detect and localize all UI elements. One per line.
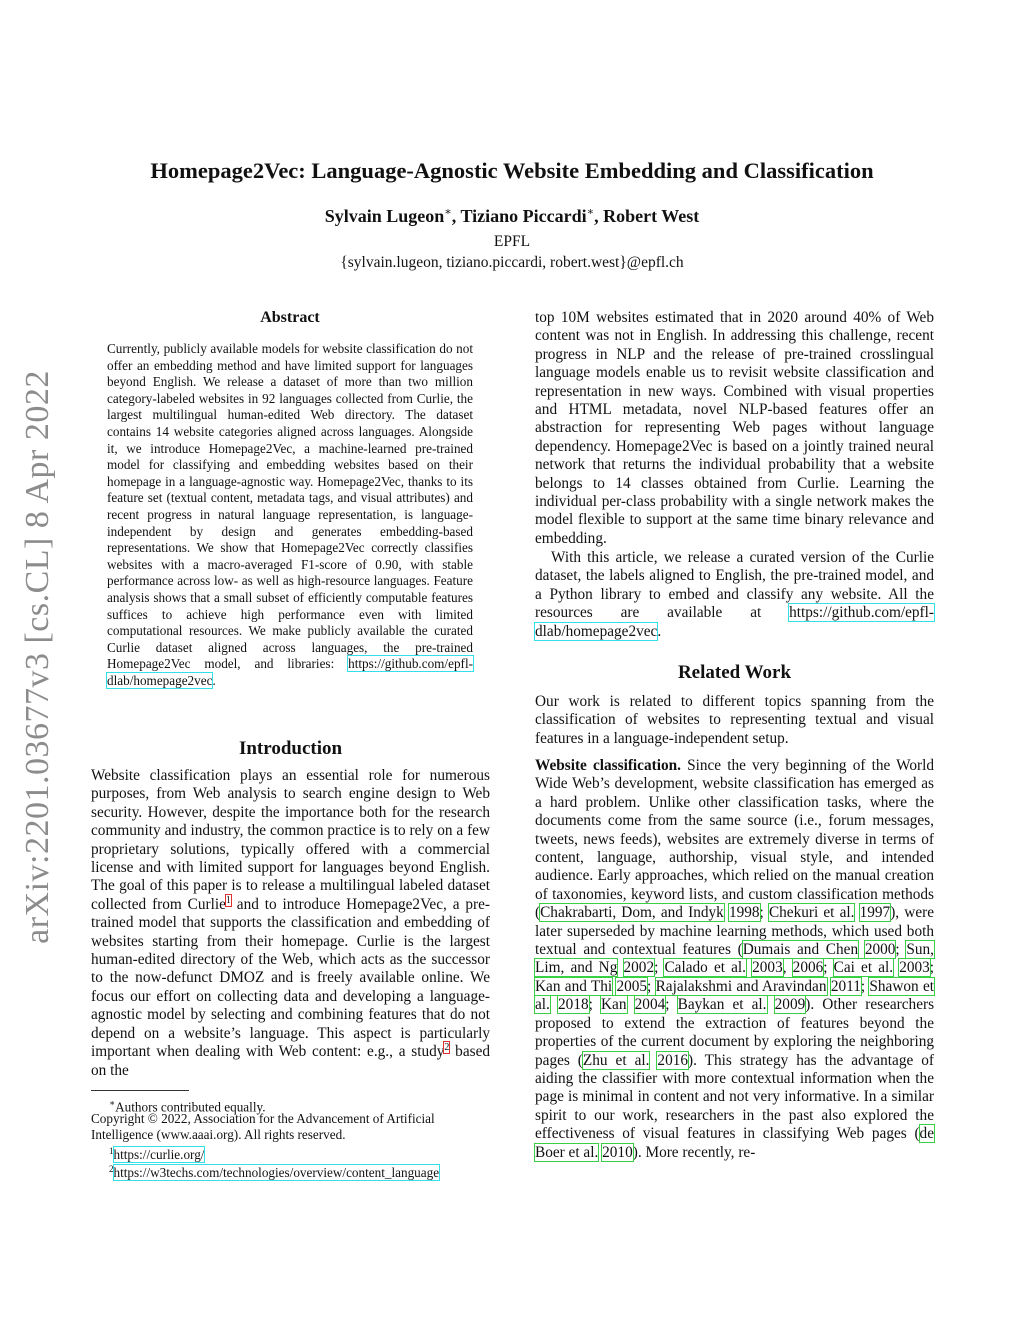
w3techs-link[interactable]: https://w3techs.com/technologies/overview/content_language — [113, 1165, 440, 1181]
citation-year[interactable]: 2018 — [558, 996, 589, 1014]
citation-name[interactable]: Sun, Lim, and Ng — [535, 941, 934, 977]
citation-name[interactable]: Cai et al. — [833, 959, 894, 977]
paragraph-text: ), were later superseded by machine learning methods, which used both textual and contextual features ( — [535, 904, 934, 959]
citation-name[interactable]: Rajalakshmi and Aravindan — [655, 977, 827, 995]
author-list: Sylvain Lugeon∗, Tiziano Piccardi∗, Robert West — [324, 206, 700, 226]
paper-title: Homepage2Vec: Language-Agnostic Website Embedding and Classification — [150, 158, 874, 183]
citation-year[interactable]: 2003 — [752, 959, 783, 977]
citation-year[interactable]: 2005 — [616, 977, 648, 995]
paragraph-text: ). Other researchers proposed to extend the extraction of features beyond the properties of the current document by exploring the neighboring pages ( — [535, 996, 935, 1069]
citation-year[interactable]: 2003 — [899, 959, 930, 977]
footnote-2 — [109, 1161, 489, 1182]
paragraph-text: ). More recently, re- — [632, 1143, 756, 1161]
citation-year[interactable]: 2009 — [774, 996, 806, 1014]
citation-name[interactable]: Chakrabarti, Dom, and Indyk — [540, 904, 724, 922]
release-github-link[interactable]: https://github.com/epfl-dlab/homepage2vec — [535, 604, 934, 640]
paragraph-text: Since the very beginning of the World Wide Web’s development, website classification has emerged as a hard problem. Unlike other classification tasks, where the documents come from the same source (i.e., forum messages, tweets, news feeds), websites are extremely diverse in terms of content, language, authorship, visual style, and intended audience. Early approaches, which relied on the manual creation of taxonomies, keyword lists, and custom classification methods ( — [535, 757, 934, 922]
intro-text: and to introduce Homepage2Vec, a pre-trained model that supports the classification and embedding of websites starting from their homepage. Curlie is the largest human-edited directory of the Web, which acts as the successor to the now-defunct DMOZ and is freely available online. We focus our effort on collecting data and developing a language-agnostic model by selecting and combining features that do not depend on a website’s language. This aspect is particularly important when dealing with Web content: e.g., a study — [91, 895, 490, 1061]
author-mark: ∗ — [444, 206, 452, 218]
affiliation: EPFL — [493, 233, 531, 250]
citation-year[interactable]: 1997 — [859, 904, 891, 922]
citation-name[interactable]: Calado et al. — [664, 959, 746, 977]
arxiv-watermark — [18, 362, 58, 952]
footnote-divider — [91, 1090, 189, 1091]
introduction-paragraph — [91, 767, 490, 1080]
citation-year[interactable]: 2016 — [657, 1051, 689, 1069]
citation-year[interactable]: 2011 — [830, 977, 861, 995]
citation-year[interactable]: 2010 — [602, 1143, 633, 1161]
author-mark: ∗ — [586, 206, 595, 218]
citation-name[interactable]: Chekuri et al. — [768, 904, 855, 922]
introduction-heading: Introduction — [238, 738, 343, 759]
citation-name[interactable]: Dumais and Chen — [742, 941, 859, 959]
website-classification-paragraph: Website classification. Since the very beginning of the World Wide Web’s development, website classification has emerged as a hard problem. Unlike other classification tasks, where the documents come from the same source (i.e., forum messages, tweets, news feeds), websites are extremely diverse in terms of content, language, authorship, visual style, and intended audience. Early approaches, which relied on the manual creation of taxonomies, keyword lists, and custom classification methods (Chakrabarti, Dom, and Indyk 1998; Chekuri et al. 1997), were later superseded by machine learning methods, which used both textual and contextual features (Dumais and Chen 2000; Sun, Lim, and Ng 2002; Calado et al. 2003, 2006; Cai et al. 2003; Kan and Thi 2005; Rajalakshmi and Aravindan 2011; Shawon et al. 2018; Kan 2004; Baykan et al. 2009). Other researchers proposed to extend the extraction of features beyond the properties of the current document by exploring the neighboring pages (Zhu et al. 2016). This strategy has the advantage of aiding the classifier with more contextual information when the page is minimal in content and not very informative. In a similar spirit to our work, researchers in the past also explored the effectiveness of visual features in classifying Web pages (de Boer et al. 2010). More recently, re- — [535, 757, 935, 1161]
related-work-heading: Related Work — [677, 662, 792, 683]
abstract-end: . — [212, 672, 216, 688]
citation-name[interactable]: Kan — [601, 996, 627, 1014]
abstract-body — [107, 341, 473, 689]
paragraph-title: Website classification. — [535, 757, 681, 774]
citation-name[interactable]: Kan and Thi — [535, 977, 613, 995]
citation-year[interactable]: 2004 — [634, 996, 666, 1014]
footnote-ref-1[interactable]: 1 — [225, 894, 231, 906]
curlie-link[interactable]: https://curlie.org/ — [113, 1147, 205, 1163]
related-work-intro: Our work is related to different topics spanning from the classification of websites to representing textual and visual features in a language-independent setup. — [535, 693, 934, 747]
arxiv-id: arXiv:2201.03677v3 [cs.CL] 8 Apr 2022 — [19, 370, 56, 944]
release-paragraph — [535, 549, 934, 641]
abstract-heading: Abstract — [260, 309, 320, 326]
abstract-github-link[interactable]: https://github.com/epfl-dlab/homepage2vec — [107, 656, 473, 688]
author-name: Tiziano Piccardi — [460, 206, 587, 226]
introduction-continued: top 10M websites estimated that in 2020 around 40% of Web content was not in English. In addressing this challenge, recent progress in NLP and the release of pre-trained crosslingual language models enable us to revisit website classification and representation in new ways. Combined with visual properties and HTML metadata, novel NLP-based features offer an abstraction for representing Web pages without language dependency. Homepage2Vec is based on a jointly trained neural network that returns the individual probability that a website belongs to 14 classes obtained from Curlie. Learning the individual per-class probability with a single network makes the model flexible to support at the same time binary relevance and embedding. — [535, 309, 934, 547]
author-name: Sylvain Lugeon — [324, 206, 445, 226]
intro-text: based on the — [91, 1043, 491, 1079]
citation-year[interactable]: 1998 — [728, 904, 760, 922]
abstract-text: Currently, publicly available models for website classification do not offer an embedding method and have limited support for languages beyond English. We release a dataset of more than two million category-labeled websites in 92 languages collected from Curlie, the largest multilingual human-edited Web directory. The dataset contains 14 website categories aligned across languages. Alongside it, we introduce Homepage2Vec, a machine-learned pre-trained model for classifying and embedding websites based on their homepage in a language-agnostic way. Homepage2Vec, thanks to its feature set (textual content, metadata tags, and visual attributes) and recent progress in natural language representation, is language-independent by design and generates embedding-based representations. We show that Homepage2Vec correctly classifies websites with a macro-averaged F1-score of 0.90, with stable performance across low- as well as high-resource languages. Feature analysis shows that a small subset of efficiently computable features suffices to achieve high performance even with limited computational resources. We make publicly available the curated Curlie dataset aligned across languages, the pre-trained Homepage2Vec model, and libraries: — [107, 341, 473, 672]
citation-name[interactable]: Zhu et al. — [582, 1051, 650, 1069]
footnote-number: 1 — [109, 1146, 114, 1156]
citation-year[interactable]: 2006 — [792, 959, 824, 977]
release-end: . — [657, 622, 662, 640]
copyright-notice: Copyright © 2022, Association for the Advancement of Artificial Intelligence (www.aaai.org). All rights reserved. — [91, 1111, 435, 1143]
footnote-text: Authors contributed equally. — [115, 1099, 266, 1115]
paragraph-text: ). This strategy has the advantage of aiding the classifier with more contextual information when the page is minimal in content and not very informative. In a similar spirit to our work, researchers in the past also explored the effectiveness of visual features in classifying Web pages ( — [535, 1051, 934, 1143]
footnote-mark: ∗ — [109, 1098, 116, 1108]
release-text: With this article, we release a curated version of the Curlie dataset, the labels aligned to English, the pre-trained model, and a Python library to embed and classify any website. All the resources are available at — [535, 549, 934, 622]
author-name: Robert West — [603, 206, 700, 226]
footnote-ref-2[interactable]: 2 — [444, 1042, 450, 1053]
citation-year[interactable]: 2002 — [623, 959, 655, 977]
footnote-number: 2 — [109, 1164, 114, 1174]
citation-year[interactable]: 2000 — [864, 941, 896, 959]
citation-name[interactable]: de Boer et al. — [535, 1125, 934, 1161]
author-emails: {sylvain.lugeon, tiziano.piccardi, robert.west}@epfl.ch — [340, 254, 684, 271]
citation-name[interactable]: Shawon et al. — [535, 977, 935, 1014]
intro-text: Website classification plays an essential role for numerous purposes, from Web analysis to search engine design to Web security. However, despite the importance both for the research community and industry, the common practice is to rely on a few proprietary solutions, typically offered with a commercial license and with limited support for languages beyond English. The goal of this paper is to release a multilingual labeled dataset collected from Curlie — [91, 767, 490, 913]
citation-name[interactable]: Baykan et al. — [677, 996, 767, 1014]
